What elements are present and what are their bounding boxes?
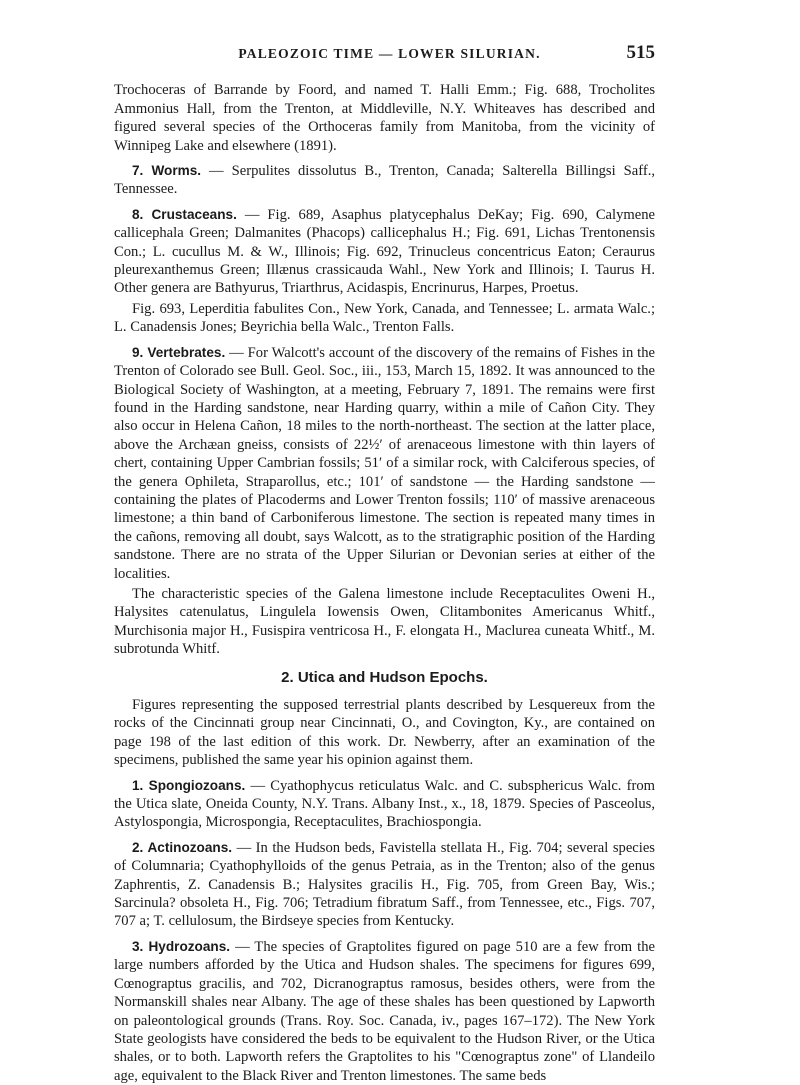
paragraph-heading: 9. Vertebrates. xyxy=(132,344,226,360)
page-number: 515 xyxy=(626,42,655,63)
paragraph-ostracods: Fig. 693, Leperditia fabulites Con., New York, Canada, and Tennessee; L. armata Walc.; L. Canadensis Jones; Beyrichia bella Walc., Trenton Falls. xyxy=(114,300,655,336)
running-head xyxy=(114,44,655,63)
paragraph-worms: 7. Worms. — Serpulites dissolutus B., Trenton, Canada; Salterella Billingsi Saff., Tennessee. xyxy=(114,163,655,198)
section-title: 2. Utica and Hudson Epochs. xyxy=(281,668,488,686)
paragraph-hydrozoans: 3. Hydrozoans. — The species of Graptolites figured on page 510 are a few from the large numbers afforded by the Utica and Hudson shales. The specimens for figures 699, Cœnograptus gracilis, and 702, Dicranograptus ramosus, besides others, were from the Normanskill shales near Albany. The age of these shales has been questioned by Lapworth on paleontological grounds (Trans. Roy. Soc. Canada, iv., pages 167–172). The New York State geologists have considered the beds to be equivalent to the Hudson River, or the Utica shales, or to both. Lapworth refers the Graptolites to his "Cœnograptus zone" of Llandeilo age, equivalent to the Black River and Trenton limestones. The same beds xyxy=(114,938,655,1084)
paragraph-heading: 7. Worms. xyxy=(132,163,202,179)
paragraph-actinozoans: 2. Actinozoans. — In the Hudson beds, Favistella stellata H., Fig. 704; several species of Columnaria; Cyathophylloids of the genus Petraia, as in the Trenton; also of the genus Zaphrentis, Z. Canadensis B.; Halysites gracilis H., Fig. 705, from Green Bay, Wis.; Sarcinula? obsoleta H., Fig. 706; Tetradium fibratum Saff., from Tennessee, etc., Figs. 707, 707 a; T. cellulosum, the Birdseye species from Kentucky. xyxy=(114,839,655,930)
paragraph-heading: 2. Actinozoans. xyxy=(132,839,233,855)
running-title: PALEOZOIC TIME — LOWER SILURIAN. xyxy=(238,46,541,61)
paragraph-spongiozoans: 1. Spongiozoans. — Cyathophycus reticulatus Walc. and C. subsphericus Walc. from the Utica slate, Oneida County, N.Y. Trans. Albany Inst., x., 18, 1879. Species of Pasceolus, Astylospongia, Microspongia, Receptaculites, Brachiospongia. xyxy=(114,777,655,831)
paragraph-crustaceans: 8. Crustaceans. — Fig. 689, Asaphus platycephalus DeKay; Fig. 690, Calymene callicephala Green; Dalmanites (Phacops) callicephalus H.; Fig. 691, Lichas Trentonensis Con.; L. cucullus M. & W., Illinois; Fig. 692, Trinucleus concentricus Eaton; Ceraurus pleurexanthemus Green; Illænus crassicauda Wahl., New York and Illinois; I. Taurus H. Other genera are Bathyurus, Triarthrus, Acidaspis, Encrinurus, Harpes, Proetus. xyxy=(114,206,655,297)
paragraph-galena-limestone: The characteristic species of the Galena limestone include Receptaculites Oweni H., Halysites catenulatus, Lingulela Iowensis Owen, Clitambonites Americanus Whitf., Murchisonia major H., Fusispira ventricosa H., F. elongata H., Maclurea cuneata Whitf., M. subrotunda Whitf. xyxy=(114,585,655,658)
paragraph-heading: 1. Spongiozoans. xyxy=(132,777,246,793)
paragraph-terrestrial-plants: Figures representing the supposed terrestrial plants described by Lesquereux from the rocks of the Cincinnati group near Cincinnati, O., and Covington, Ky., are contained on page 198 of the last edition of this work. Dr. Newberry, after an examination of the specimens, published the same year his opinion against them. xyxy=(114,697,655,769)
paragraph-heading: 3. Hydrozoans. xyxy=(132,938,231,954)
paragraph-vertebrates: 9. Vertebrates. — For Walcott's account of the discovery of the remains of Fishes in the Trenton of Colorado see Bull. Geol. Soc., iii., 153, March 15, 1892. It was announced to the Biological Society of Washington, at a meeting, February 7, 1891. The remains were first found in the Harding sandstone, near Harding quarry, within a mile of Cañon City. They also occur in Helena Cañon, 18 miles to the north-northeast. The section at the latter place, above the Archæan gneiss, consists of 22½′ of arenaceous limestone with thin layers of chert, containing Upper Cambrian fossils; 51′ of a similar rock, with Calciferous species, of the genera Ophileta, Straparollus, etc.; 101′ of sandstone — the Harding sandstone — containing the plates of Placoderms and Lower Trenton fossils; 110′ of massive arenaceous limestone; a thin band of Carboniferous limestone. The section is repeated many times in the cañons, removing all doubt, says Walcott, as to the stratigraphic position of the Harding sandstone. There are no strata of the Upper Silurian or Devonian series at either of the localities. xyxy=(114,344,656,582)
paragraph-cephalopods-continued: Trochoceras of Barrande by Foord, and named T. Halli Emm.; Fig. 688, Trocholites Ammonius Hall, from the Trenton, at Middleville, N.Y. Whiteaves has described and figured several species of the Orthoceras family from Manitoba, from the vicinity of Winnipeg Lake and elsewhere (1891). xyxy=(114,82,655,154)
paragraph-heading: 8. Crustaceans. xyxy=(132,206,237,222)
